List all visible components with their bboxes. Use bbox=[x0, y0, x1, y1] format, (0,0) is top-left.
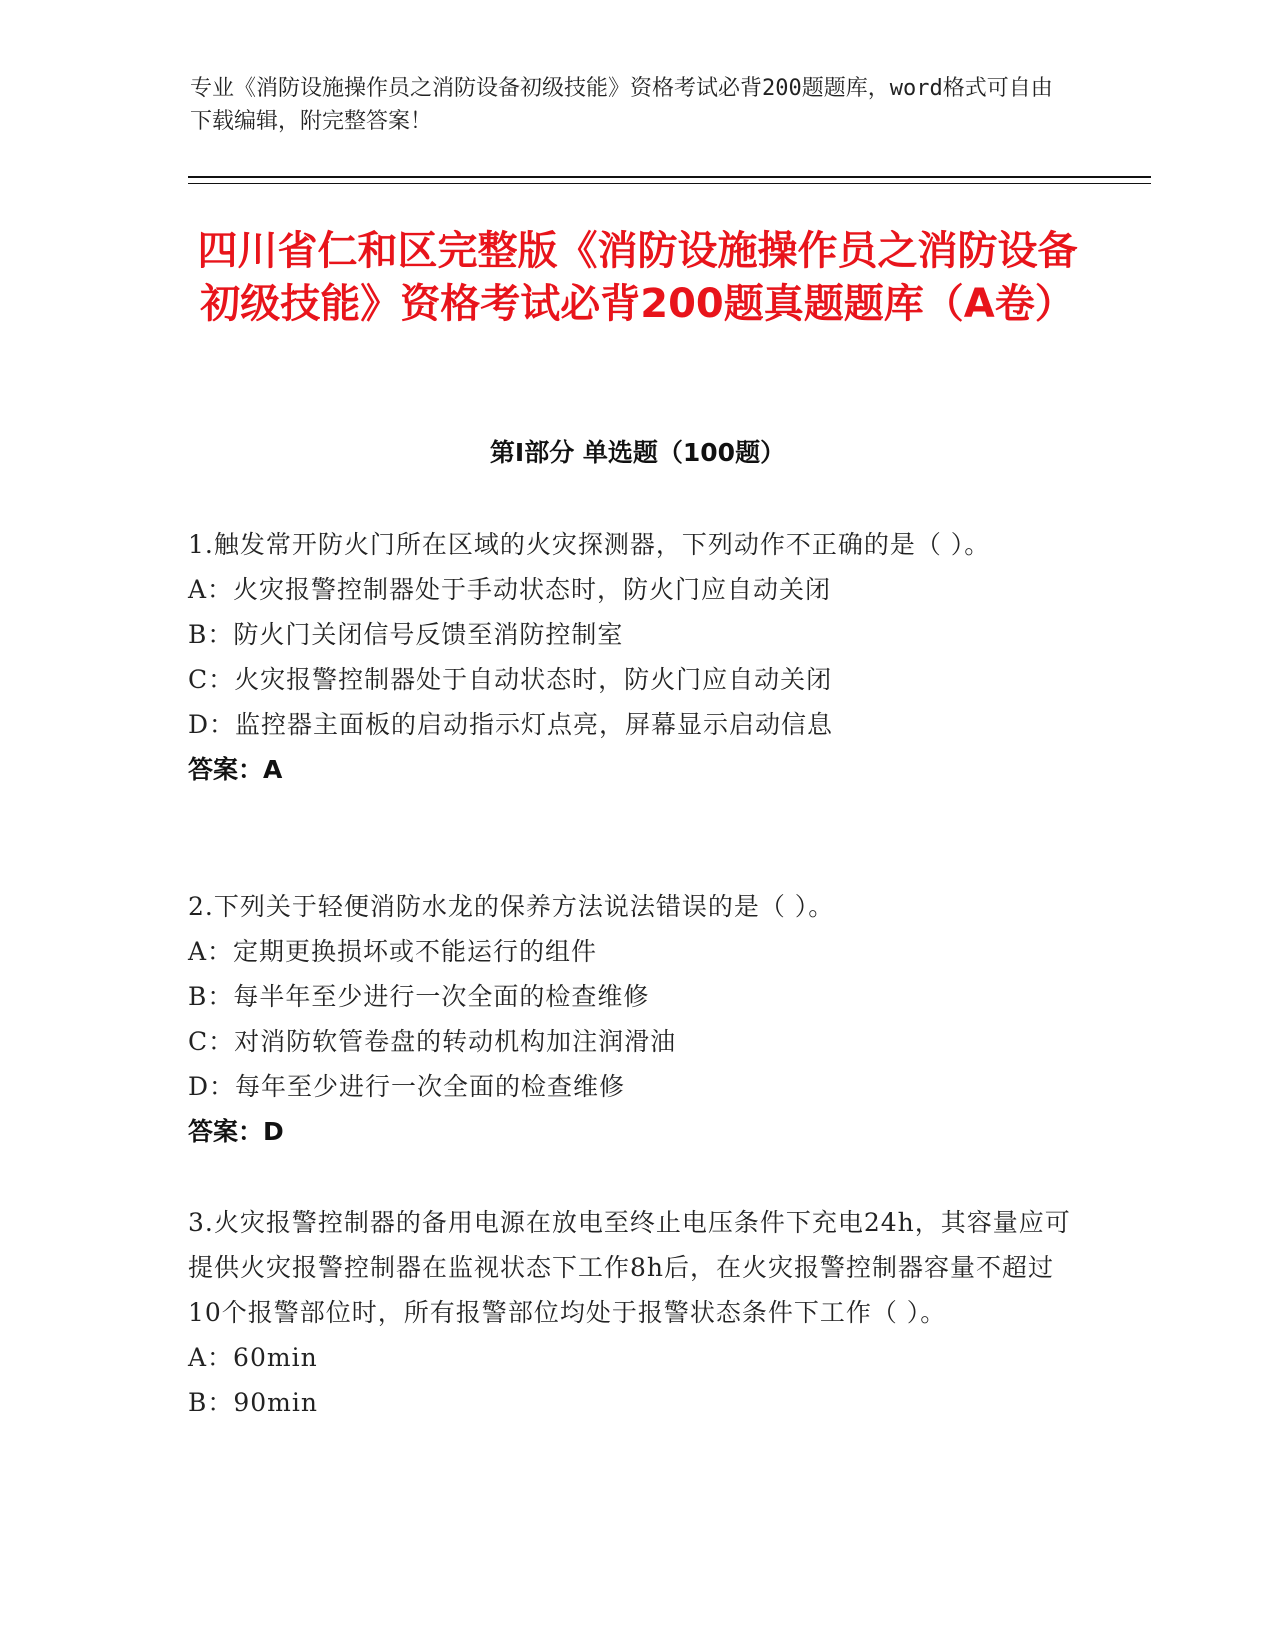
option-a: A：60min bbox=[188, 1343, 318, 1372]
option-a: A：定期更换损坏或不能运行的组件 bbox=[188, 937, 598, 966]
answer-label: 答案：D bbox=[188, 1117, 284, 1146]
question-stem: 2.下列关于轻便消防水龙的保养方法说法错误的是（ ）。 bbox=[188, 892, 835, 921]
header-note: 专业《消防设施操作员之消防设备初级技能》资格考试必背200题题库，word格式可自由下载编辑，附完整答案！ bbox=[190, 76, 1053, 134]
option-d: D：监控器主面板的启动指示灯点亮，屏幕显示启动信息 bbox=[188, 710, 834, 739]
option-b: B：每半年至少进行一次全面的检查维修 bbox=[188, 982, 650, 1011]
option-c: C：对消防软管卷盘的转动机构加注润滑油 bbox=[188, 1027, 677, 1056]
section-title: 第Ⅰ部分 单选题（100题） bbox=[489, 438, 786, 467]
header-divider-thick bbox=[188, 176, 1151, 178]
question-stem: 3.火灾报警控制器的备用电源在放电至终止电压条件下充电24h，其容量应可提供火灾报警控制器在监视状态下工作8h后，在火灾报警控制器容量不超过10个报警部位时，所有报警部位均处于报警状态条件下工作（ ）。 bbox=[188, 1208, 1071, 1327]
question-3 bbox=[188, 1200, 1078, 1425]
option-b: B：90min bbox=[188, 1388, 318, 1417]
option-d: D：每年至少进行一次全面的检查维修 bbox=[188, 1072, 626, 1101]
option-a: A：火灾报警控制器处于手动状态时，防火门应自动关闭 bbox=[188, 575, 832, 604]
document-title: 四川省仁和区完整版《消防设施操作员之消防设备初级技能》资格考试必背200题真题题库（A卷） bbox=[197, 228, 1078, 327]
header-divider-thin bbox=[188, 183, 1151, 184]
option-c: C：火灾报警控制器处于自动状态时，防火门应自动关闭 bbox=[188, 665, 833, 694]
answer-label: 答案：A bbox=[188, 755, 283, 784]
question-2 bbox=[188, 884, 1078, 1154]
question-stem: 1.触发常开防火门所在区域的火灾探测器，下列动作不正确的是（ ）。 bbox=[188, 530, 991, 559]
option-b: B：防火门关闭信号反馈至消防控制室 bbox=[188, 620, 624, 649]
question-1 bbox=[188, 522, 1078, 792]
